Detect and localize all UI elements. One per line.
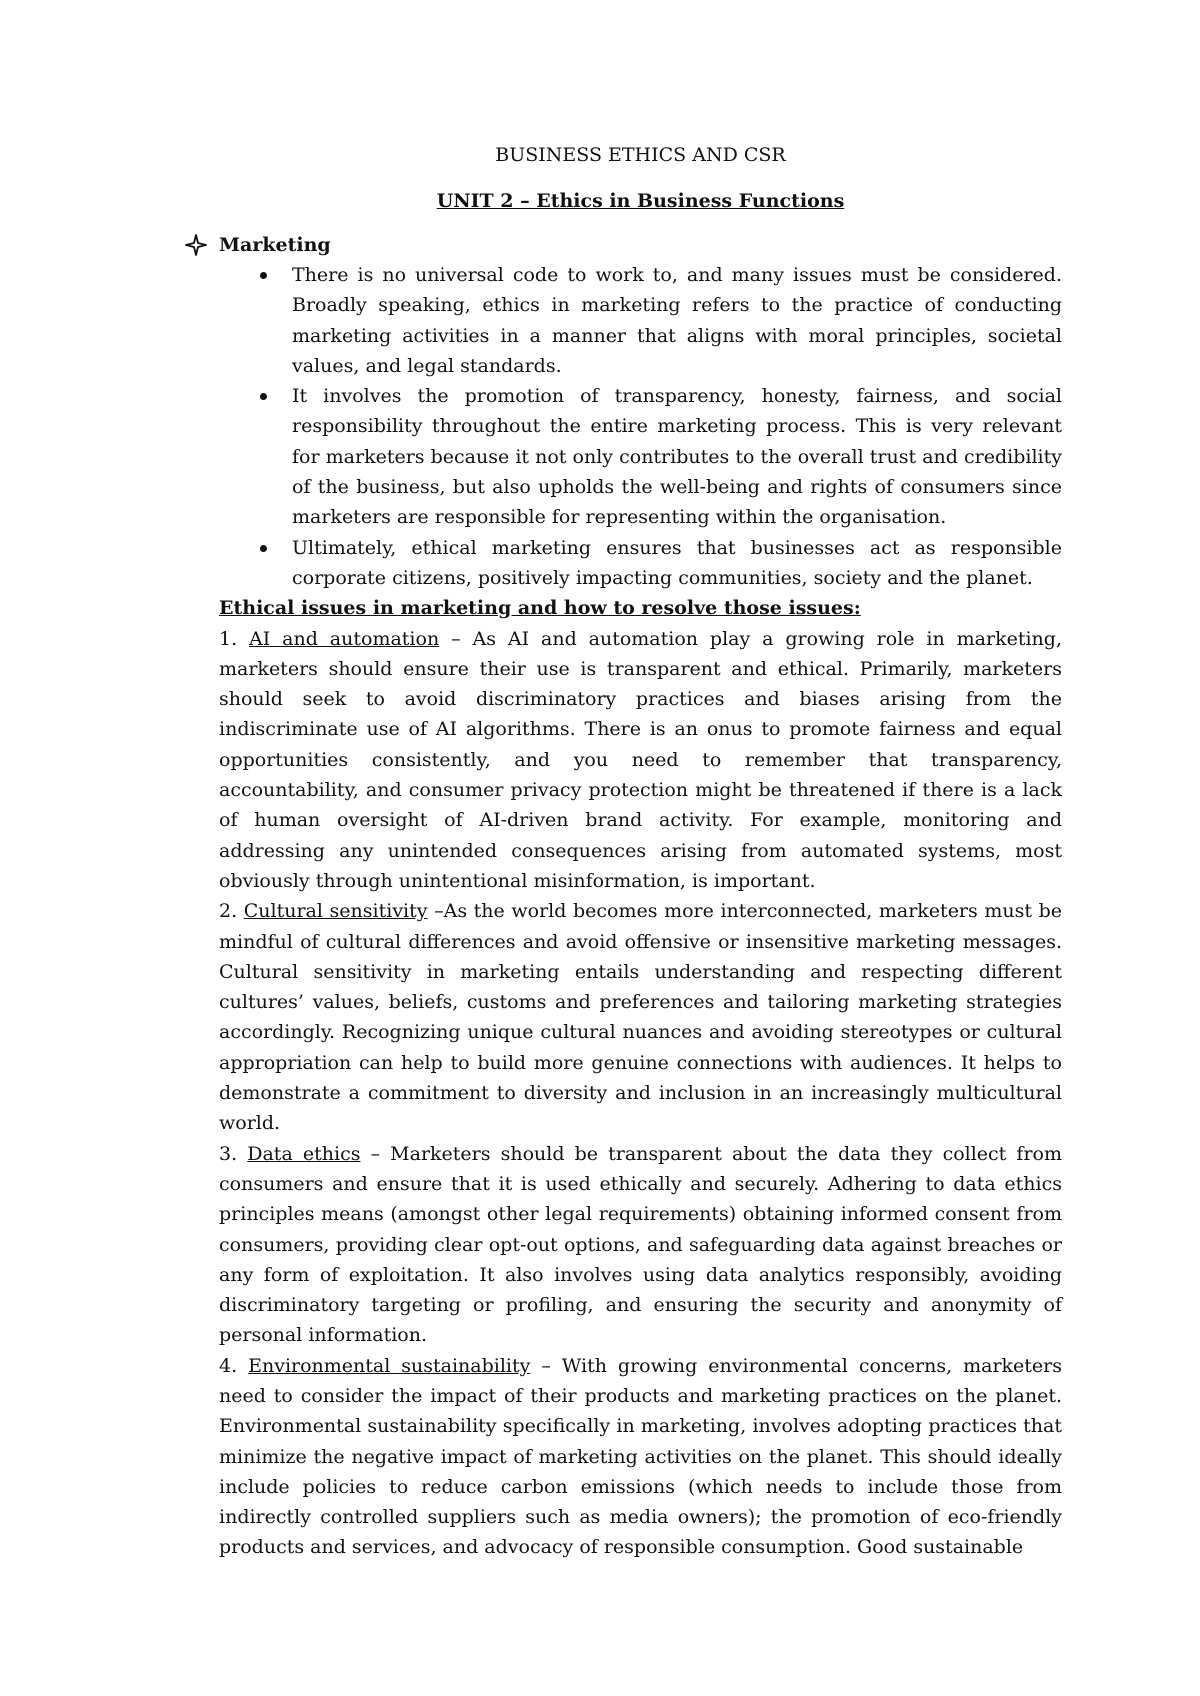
document-title: BUSINESS ETHICS AND CSR (495, 144, 786, 166)
list-item (292, 260, 1062, 381)
issues-heading: Ethical issues in marketing and how to resolve those issues: (219, 597, 861, 620)
issue-number: 1. (219, 627, 238, 650)
issue-number: 2. (219, 900, 238, 923)
bullet-icon (260, 393, 267, 400)
four-point-diamond-icon (185, 234, 207, 256)
issue-paragraph (219, 1139, 1062, 1351)
issue-text: – With growing environmental concerns, marketers need to consider the impact of their products and marketing practices on the planet. Environmental sustainability specifically in marketing, involves adopting practices that minimize the negative impact of marketing activities on the planet. This should ideally include policies to reduce carbon emissions (which needs to include those from indirectly controlled suppliers such as media owners); the promotion of eco-friendly products and services, and advocacy of responsible consumption. Good sustainable (219, 1354, 1062, 1559)
issue-text: –As the world becomes more interconnected, marketers must be mindful of cultural differences and avoid offensive or insensitive marketing messages. Cultural sensitivity in marketing entails understanding and respecting different cultures’ values, beliefs, customs and preferences and tailoring marketing strategies accordingly. Recognizing unique cultural nuances and avoiding stereotypes or cultural appropriation can help to build more genuine connections with audiences. It helps to demonstrate a commitment to diversity and inclusion in an increasingly multicultural world. (219, 900, 1063, 1135)
issue-term: Environmental sustainability (248, 1354, 531, 1377)
issue-paragraph (219, 624, 1062, 897)
bullet-text: There is no universal code to work to, and many issues must be considered. Broadly speaking, ethics in marketing refers to the practice of conducting marketing activities in a manner that aligns with moral principles, societal values, and legal standards. (292, 264, 1062, 377)
document-body (219, 140, 1062, 1563)
issue-paragraph (219, 1351, 1062, 1563)
bullet-icon (260, 272, 267, 279)
list-item (292, 381, 1062, 532)
issue-term: Cultural sensitivity (243, 900, 428, 923)
section-heading (185, 230, 1062, 260)
marketing-bullet-list (219, 260, 1062, 593)
list-item (292, 533, 1062, 594)
section-heading-label: Marketing (219, 234, 331, 256)
issue-term: Data ethics (247, 1142, 361, 1165)
unit-heading: UNIT 2 – Ethics in Business Functions (436, 190, 845, 212)
bullet-text: It involves the promotion of transparency, honesty, fairness, and social responsibility throughout the entire marketing process. This is very relevant for marketers because it not only contributes to the overall trust and credibility of the business, but also upholds the well-being and rights of consumers since marketers are responsible for representing within the organisation. (292, 385, 1062, 529)
issue-number: 3. (219, 1142, 238, 1165)
issue-text: – As AI and automation play a growing role in marketing, marketers should ensure their use is transparent and ethical. Primarily, marketers should seek to avoid discriminatory practices and biases arising from the indiscriminate use of AI algorithms. There is an onus to promote fairness and equal opportunities consistently, and you need to remember that transparency, accountability, and consumer privacy protection might be threatened if there is a lack of human oversight of AI-driven brand activity. For example, monitoring and addressing any unintended consequences arising from automated systems, most obviously through unintentional misinformation, is important. (219, 627, 1062, 892)
issue-paragraph (219, 896, 1062, 1138)
bullet-icon (260, 545, 267, 552)
issue-number: 4. (219, 1354, 238, 1377)
bullet-text: Ultimately, ethical marketing ensures that businesses act as responsible corporate citizens, positively impacting communities, society and the planet. (292, 536, 1062, 589)
issue-text: – Marketers should be transparent about the data they collect from consumers and ensure that it is used ethically and securely. Adhering to data ethics principles means (amongst other legal requirements) obtaining informed consent from consumers, providing clear opt-out options, and safeguarding data against breaches or any form of exploitation. It also involves using data analytics responsibly, avoiding discriminatory targeting or profiling, and ensuring the security and anonymity of personal information. (219, 1142, 1062, 1347)
issue-term: AI and automation (249, 627, 440, 650)
